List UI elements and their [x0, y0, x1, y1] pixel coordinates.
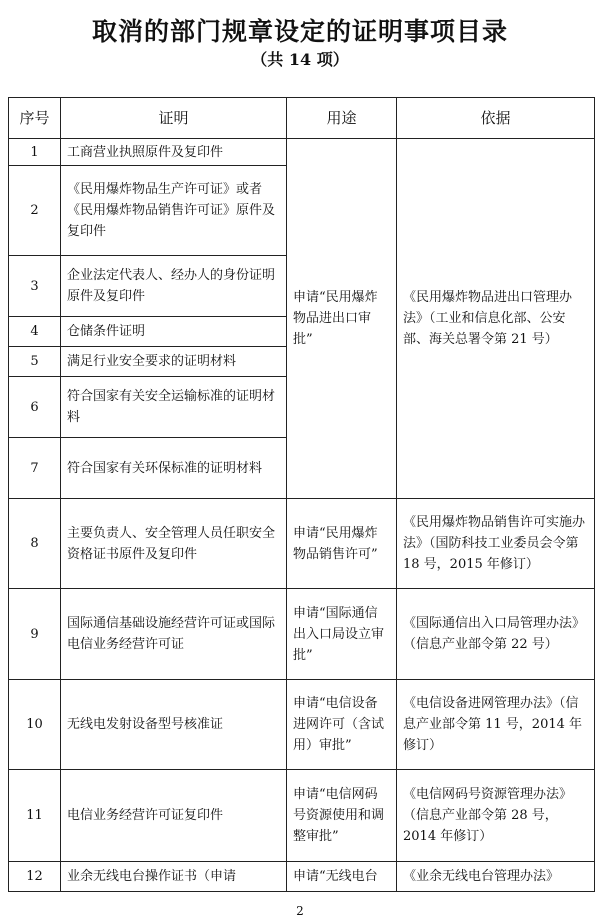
row-certificate: 满足行业安全要求的证明材料	[61, 347, 287, 377]
row-certificate: 符合国家有关环保标准的证明材料	[61, 438, 287, 499]
row-purpose: 申请“无线电台	[287, 862, 397, 892]
row-certificate: 企业法定代表人、经办人的身份证明原件及复印件	[61, 256, 287, 317]
row-number: 5	[9, 347, 61, 377]
table-row	[9, 589, 595, 680]
row-number: 8	[9, 499, 61, 589]
row-certificate: 无线电发射设备型号核准证	[61, 680, 287, 770]
certificate-table	[8, 97, 595, 892]
row-certificate: 《民用爆炸物品生产许可证》或者《民用爆炸物品销售许可证》原件及复印件	[61, 166, 287, 256]
header-purpose: 用途	[287, 98, 397, 139]
row-basis: 《民用爆炸物品进出口管理办法》（工业和信息化部、公安部、海关总署令第 21 号）	[397, 139, 595, 499]
row-purpose: 申请“国际通信出入口局设立审批”	[287, 589, 397, 680]
row-basis: 《电信网码号资源管理办法》（信息产业部令第 28 号，2014 年修订）	[397, 770, 595, 862]
row-certificate: 电信业务经营许可证复印件	[61, 770, 287, 862]
row-purpose: 申请“电信网码号资源使用和调整审批”	[287, 770, 397, 862]
table-row	[9, 862, 595, 892]
table-row	[9, 499, 595, 589]
header-index: 序号	[9, 98, 61, 139]
row-certificate: 仓储条件证明	[61, 317, 287, 347]
row-basis: 《业余无线电台管理办法》	[397, 862, 595, 892]
table-row	[9, 139, 595, 166]
row-number: 7	[9, 438, 61, 499]
row-basis: 《国际通信出入口局管理办法》（信息产业部令第 22 号）	[397, 589, 595, 680]
document-subtitle: （共 14 项）	[251, 50, 349, 69]
row-certificate: 国际通信基础设施经营许可证或国际电信业务经营许可证	[61, 589, 287, 680]
row-purpose: 申请“电信设备进网许可（含试用）审批”	[287, 680, 397, 770]
row-purpose: 申请“民用爆炸物品进出口审批”	[287, 139, 397, 499]
row-number: 4	[9, 317, 61, 347]
table-header-row	[9, 98, 595, 139]
header-basis: 依据	[397, 98, 595, 139]
row-certificate: 工商营业执照原件及复印件	[61, 139, 287, 166]
row-basis: 《民用爆炸物品销售许可实施办法》（国防科技工业委员会令第 18 号，2015 年修订）	[397, 499, 595, 589]
table-row	[9, 770, 595, 862]
row-purpose: 申请“民用爆炸物品销售许可”	[287, 499, 397, 589]
row-number: 10	[9, 680, 61, 770]
table-row	[9, 680, 595, 770]
page-number: 2	[296, 904, 304, 918]
row-number: 12	[9, 862, 61, 892]
row-certificate: 业余无线电台操作证书（申请	[61, 862, 287, 892]
row-number: 2	[9, 166, 61, 256]
row-number: 1	[9, 139, 61, 166]
row-number: 11	[9, 770, 61, 862]
row-number: 6	[9, 377, 61, 438]
row-number: 3	[9, 256, 61, 317]
header-certificate: 证明	[61, 98, 287, 139]
document-title: 取消的部门规章设定的证明事项目录	[91, 17, 508, 46]
row-basis: 《电信设备进网管理办法》（信息产业部令第 11 号，2014 年修订）	[397, 680, 595, 770]
row-certificate: 符合国家有关安全运输标准的证明材料	[61, 377, 287, 438]
row-certificate: 主要负责人、安全管理人员任职安全资格证书原件及复印件	[61, 499, 287, 589]
row-number: 9	[9, 589, 61, 680]
